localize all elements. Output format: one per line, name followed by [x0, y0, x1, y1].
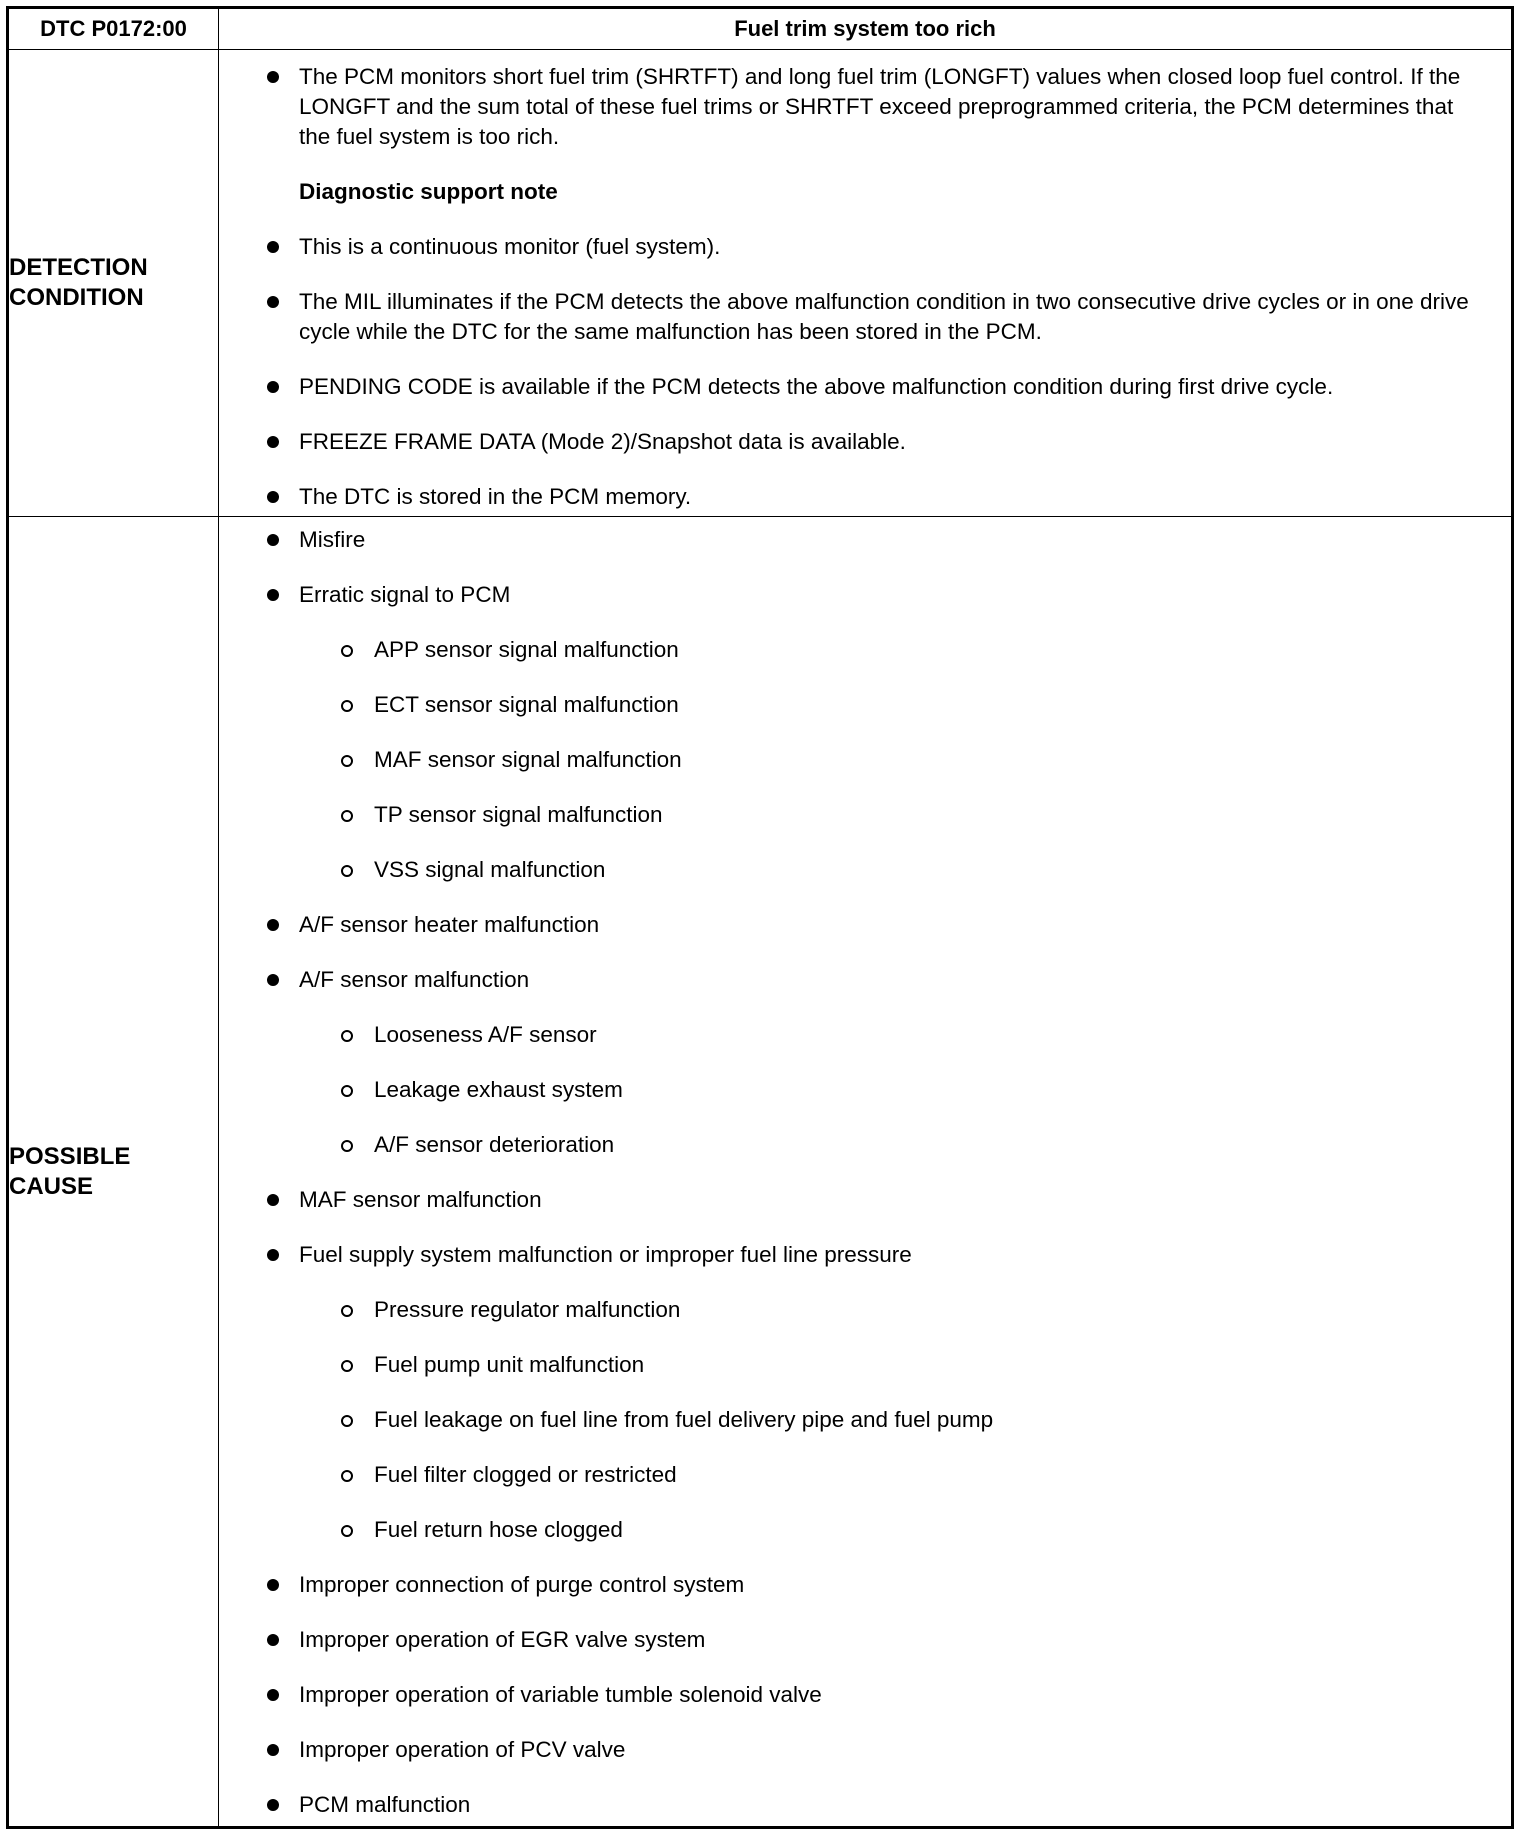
bullet-icon — [267, 1579, 279, 1591]
circle-bullet-icon — [341, 1305, 353, 1317]
circle-bullet-icon — [341, 865, 353, 877]
list-item — [219, 1020, 1481, 1050]
possible-cause-content — [219, 517, 1513, 1828]
list-item — [219, 1515, 1481, 1545]
list-item — [219, 690, 1481, 720]
list-item-text: Leakage exhaust system — [374, 1077, 623, 1102]
list-item-text: PCM malfunction — [299, 1792, 471, 1817]
list-item-text: Improper operation of EGR valve system — [299, 1627, 706, 1652]
list-item-text: Fuel pump unit malfunction — [374, 1352, 645, 1377]
bullet-icon — [267, 589, 279, 601]
list-item-text: Looseness A/F sensor — [374, 1022, 597, 1047]
list-item-text: Improper operation of PCV valve — [299, 1737, 626, 1762]
bullet-icon — [267, 71, 279, 83]
list-item — [219, 800, 1481, 830]
list-item — [219, 1625, 1481, 1655]
note-heading — [219, 177, 1481, 207]
list-item-text: Fuel return hose clogged — [374, 1517, 623, 1542]
bullet-icon — [267, 436, 279, 448]
list-item — [219, 580, 1481, 610]
list-item-text: Fuel supply system malfunction or improper fuel line pressure — [299, 1242, 912, 1267]
list-item — [219, 287, 1481, 347]
bullet-icon — [267, 534, 279, 546]
list-item — [219, 1405, 1481, 1435]
detection-condition-label — [8, 50, 219, 517]
bullet-icon — [267, 1799, 279, 1811]
list-item-text: Improper operation of variable tumble solenoid valve — [299, 1682, 822, 1707]
list-item-text: Fuel filter clogged or restricted — [374, 1462, 677, 1487]
list-item — [219, 1075, 1481, 1105]
circle-bullet-icon — [341, 1525, 353, 1537]
list-item-text: The PCM monitors short fuel trim (SHRTFT) and long fuel trim (LONGFT) values when closed loop fuel control. If the LONGFT and the sum total of these fuel trims or SHRTFT exceed preprogrammed criteria, the PCM determines that the fuel system is too rich. — [299, 64, 1461, 149]
list-item-text: Improper connection of purge control system — [299, 1572, 745, 1597]
bullet-icon — [267, 1744, 279, 1756]
list-item-text: This is a continuous monitor (fuel system). — [299, 234, 721, 259]
list-item — [219, 1460, 1481, 1490]
cause-row — [8, 517, 1513, 1828]
circle-bullet-icon — [341, 1140, 353, 1152]
list-item — [219, 745, 1481, 775]
circle-bullet-icon — [341, 645, 353, 657]
list-item-text: A/F sensor deterioration — [374, 1132, 615, 1157]
list-item-text: A/F sensor malfunction — [299, 967, 530, 992]
dtc-table — [6, 6, 1514, 1829]
list-item-text: Misfire — [299, 527, 366, 552]
bullet-icon — [267, 1249, 279, 1261]
list-item-text: MAF sensor signal malfunction — [374, 747, 682, 772]
list-item — [219, 635, 1481, 665]
circle-bullet-icon — [341, 1360, 353, 1372]
bullet-icon — [267, 381, 279, 393]
list-item — [219, 1735, 1481, 1765]
circle-bullet-icon — [341, 1030, 353, 1042]
list-item-text: VSS signal malfunction — [374, 857, 606, 882]
bullet-icon — [267, 1689, 279, 1701]
circle-bullet-icon — [341, 1085, 353, 1097]
list-item — [219, 1790, 1481, 1820]
list-item-text: Pressure regulator malfunction — [374, 1297, 681, 1322]
bullet-icon — [267, 296, 279, 308]
bullet-icon — [267, 241, 279, 253]
list-item-text: ECT sensor signal malfunction — [374, 692, 679, 717]
possible-cause-label — [8, 517, 219, 1828]
list-item-text: The MIL illuminates if the PCM detects the above malfunction condition in two consecutive drive cycles or in one drive cycle while the DTC for the same malfunction has been stored in the PCM. — [299, 289, 1469, 344]
list-item — [219, 855, 1481, 885]
bullet-icon — [267, 1634, 279, 1646]
list-item — [219, 1680, 1481, 1710]
list-item — [219, 525, 1481, 555]
list-item-text: Fuel leakage on fuel line from fuel delivery pipe and fuel pump — [374, 1407, 994, 1432]
list-item — [219, 965, 1481, 995]
list-item — [219, 1130, 1481, 1160]
circle-bullet-icon — [341, 1415, 353, 1427]
bullet-icon — [267, 491, 279, 503]
detection-condition-label-text: DETECTION CONDITION — [9, 254, 148, 311]
list-item — [219, 232, 1481, 262]
list-item — [219, 1295, 1481, 1325]
circle-bullet-icon — [341, 755, 353, 767]
detection-condition-list — [219, 50, 1511, 512]
circle-bullet-icon — [341, 810, 353, 822]
list-item-text: Erratic signal to PCM — [299, 582, 511, 607]
possible-cause-list — [219, 517, 1511, 1820]
circle-bullet-icon — [341, 1470, 353, 1482]
list-item-text: MAF sensor malfunction — [299, 1187, 542, 1212]
list-item — [219, 1350, 1481, 1380]
list-item — [219, 1185, 1481, 1215]
bullet-icon — [267, 919, 279, 931]
list-item — [219, 482, 1481, 512]
list-item — [219, 372, 1481, 402]
list-item-text: The DTC is stored in the PCM memory. — [299, 484, 692, 509]
list-item-text: PENDING CODE is available if the PCM detects the above malfunction condition during first drive cycle. — [299, 374, 1334, 399]
list-item-text: TP sensor signal malfunction — [374, 802, 663, 827]
list-item-text: APP sensor signal malfunction — [374, 637, 679, 662]
possible-cause-label-text: POSSIBLE CAUSE — [9, 1142, 131, 1200]
list-item — [219, 910, 1481, 940]
circle-bullet-icon — [341, 700, 353, 712]
list-item-text: FREEZE FRAME DATA (Mode 2)/Snapshot data is available. — [299, 429, 906, 454]
dtc-code: DTC P0172:00 — [8, 8, 219, 50]
list-item — [219, 62, 1481, 152]
detection-row — [8, 50, 1513, 517]
detection-condition-content — [219, 50, 1513, 517]
bullet-icon — [267, 974, 279, 986]
list-item — [219, 427, 1481, 457]
header-row — [8, 8, 1513, 50]
list-item-text: Diagnostic support note — [299, 179, 558, 204]
bullet-icon — [267, 1194, 279, 1206]
list-item — [219, 1570, 1481, 1600]
list-item-text: A/F sensor heater malfunction — [299, 912, 600, 937]
dtc-title: Fuel trim system too rich — [219, 8, 1513, 50]
list-item — [219, 1240, 1481, 1270]
